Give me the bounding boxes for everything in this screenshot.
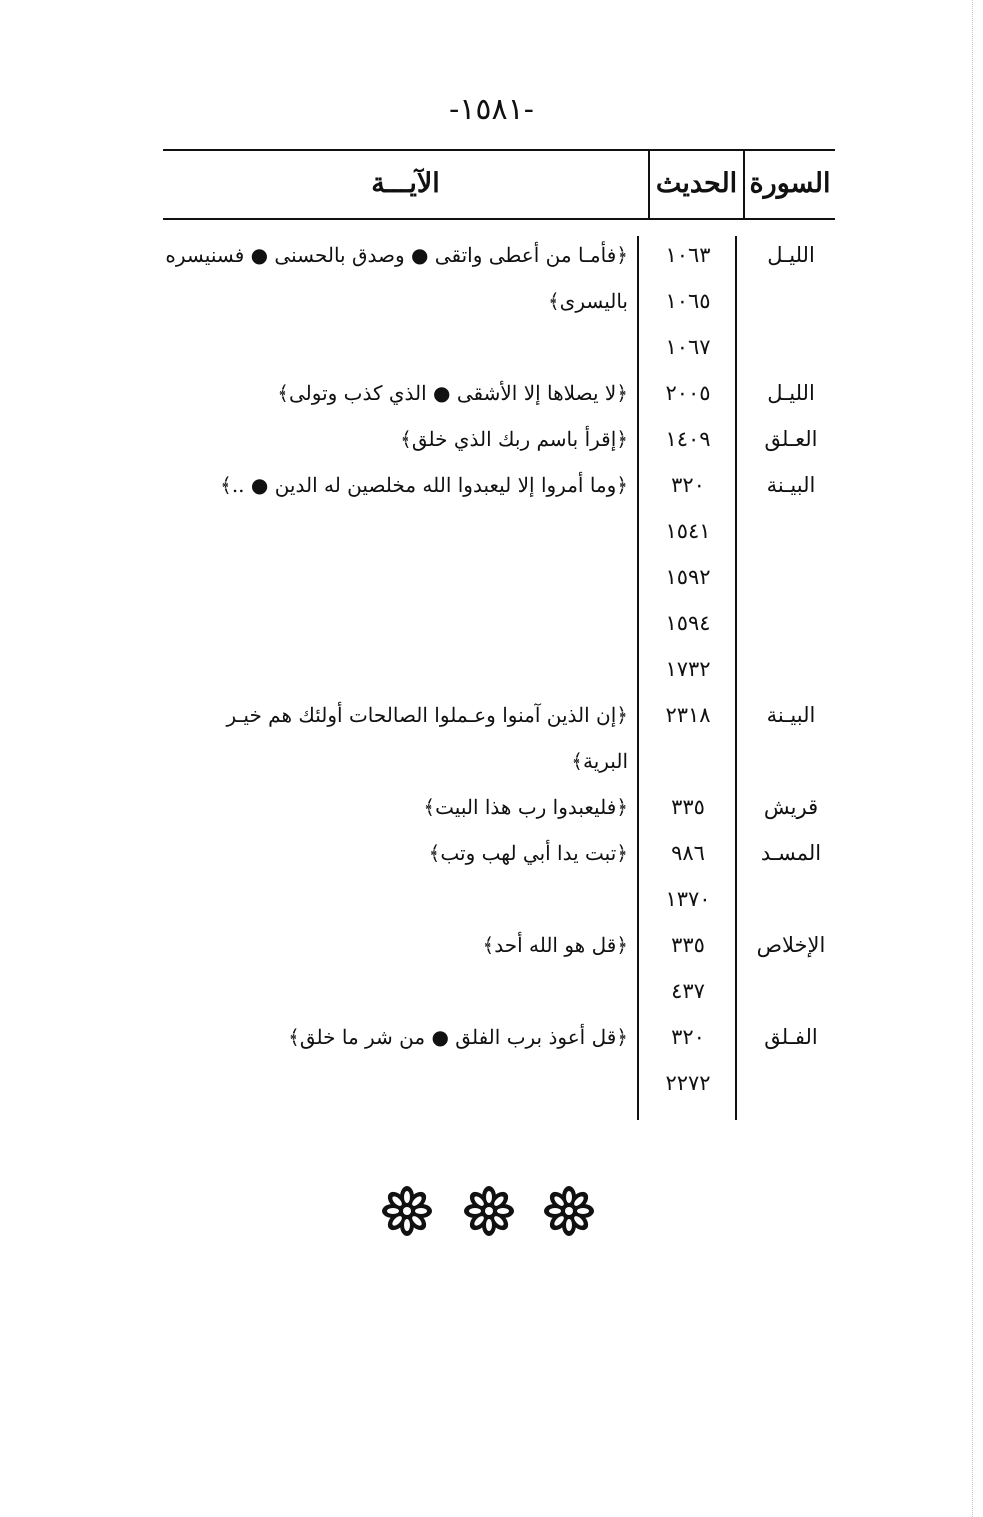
surah-cell: [747, 1060, 835, 1106]
table-row: [163, 646, 835, 692]
ayah-cell: ﴿فأمـا من أعطى واتقى ● وصدق بالحسنى ● فسنيسره: [165, 243, 628, 267]
ayah-cell: [163, 508, 628, 554]
page-edge-line: [972, 0, 973, 1517]
hadith-number-cell: ١٥٩٢: [665, 565, 711, 589]
ayah-cell: [163, 324, 628, 370]
ayah-cell: باليسرى﴾: [547, 289, 628, 313]
surah-cell: [747, 738, 835, 784]
hadith-number-cell: ١٣٧٠: [665, 887, 711, 911]
surah-cell: [747, 324, 835, 370]
hadith-number-cell: ١٤٠٩: [665, 427, 711, 451]
ayah-cell: ﴿قل هو الله أحد﴾: [482, 933, 628, 957]
table-row: [163, 1060, 835, 1106]
flower-ornament-icon: [544, 1186, 594, 1236]
table-row: [163, 462, 835, 508]
ayah-cell: ﴿قل أعوذ برب الفلق ● من شر ما خلق﴾: [288, 1025, 628, 1049]
surah-cell: الفـلق: [764, 1025, 818, 1049]
surah-cell: المسـد: [760, 841, 822, 865]
table-header-rule: [163, 218, 835, 220]
table-row: [163, 968, 835, 1014]
flower-ornament-icon: [382, 1186, 432, 1236]
ayah-cell: [163, 968, 628, 1014]
surah-cell: الليـل: [767, 243, 815, 267]
surah-cell: قريش: [763, 795, 819, 819]
hadith-number-cell: ١٠٦٣: [665, 243, 711, 267]
hadith-number-cell: ٣٣٥: [671, 795, 705, 819]
ayah-cell: ﴿فليعبدوا رب هذا البيت﴾: [423, 795, 628, 819]
surah-cell: [747, 554, 835, 600]
header-ayah: الآيـــة: [371, 168, 440, 199]
page-number: -١٥٨١-: [449, 92, 534, 127]
surah-cell: البيـنة: [766, 703, 816, 727]
header-surah: السورة: [749, 168, 831, 199]
hadith-number-cell: ١٥٤١: [665, 519, 711, 543]
table-row: [163, 554, 835, 600]
hadith-number-cell: ٢٣١٨: [665, 703, 711, 727]
surah-cell: الليـل: [767, 381, 815, 405]
surah-cell: العـلق: [764, 427, 818, 451]
ayah-cell: [163, 1060, 628, 1106]
hadith-number-cell: ٤٣٧: [671, 979, 705, 1003]
hadith-number-cell: ١٠٦٧: [665, 335, 711, 359]
table-row: [163, 324, 835, 370]
table-row: [163, 370, 835, 416]
hadith-number-cell: [643, 738, 733, 784]
table-row: [163, 508, 835, 554]
hadith-number-cell: ٢٢٧٢: [665, 1071, 711, 1095]
table-row: [163, 416, 835, 462]
table-row: [163, 1014, 835, 1060]
hadith-number-cell: ٢٠٠٥: [665, 381, 711, 405]
hadith-number-cell: ٩٨٦: [671, 841, 705, 865]
ayah-cell: ﴿إن الذين آمنوا وعـملوا الصالحات أولئك هم خيـر: [226, 703, 628, 727]
table-row: [163, 278, 835, 324]
table-row: [163, 922, 835, 968]
hadith-number-cell: ١٥٩٤: [665, 611, 711, 635]
ayah-cell: البرية﴾: [571, 749, 628, 773]
surah-cell: [747, 876, 835, 922]
surah-cell: [747, 968, 835, 1014]
ayah-cell: ﴿وما أمروا إلا ليعبدوا الله مخلصين له الدين ● ..﴾: [220, 473, 628, 497]
surah-cell: الإخلاص: [756, 933, 826, 957]
hadith-number-cell: ٣٣٥: [671, 933, 705, 957]
surah-cell: [747, 600, 835, 646]
flower-ornament-icon: [464, 1186, 514, 1236]
surah-cell: البيـنة: [766, 473, 816, 497]
table-row: [163, 232, 835, 278]
table-row: [163, 600, 835, 646]
ayah-cell: ﴿لا يصلاها إلا الأشقى ● الذي كذب وتولى﴾: [277, 381, 628, 405]
hadith-number-cell: ١٠٦٥: [665, 289, 711, 313]
table-row: [163, 876, 835, 922]
hadith-number-cell: ١٧٣٢: [665, 657, 711, 681]
ayah-cell: ﴿إقرأ باسم ربك الذي خلق﴾: [400, 427, 628, 451]
table-row: [163, 784, 835, 830]
header-hadith: الحديث: [655, 168, 738, 199]
table-row: [163, 830, 835, 876]
ayah-cell: [163, 876, 628, 922]
surah-cell: [747, 508, 835, 554]
table-row: [163, 692, 835, 738]
ornament-group: [370, 1182, 610, 1240]
hadith-number-cell: ٣٢٠: [671, 1025, 705, 1049]
surah-cell: [747, 278, 835, 324]
ayah-cell: [163, 600, 628, 646]
surah-cell: [747, 646, 835, 692]
ayah-cell: [163, 554, 628, 600]
ayah-cell: ﴿تبت يدا أبي لهب وتب﴾: [428, 841, 628, 865]
hadith-number-cell: ٣٢٠: [671, 473, 705, 497]
table-row: [163, 738, 835, 784]
ayah-cell: [163, 646, 628, 692]
